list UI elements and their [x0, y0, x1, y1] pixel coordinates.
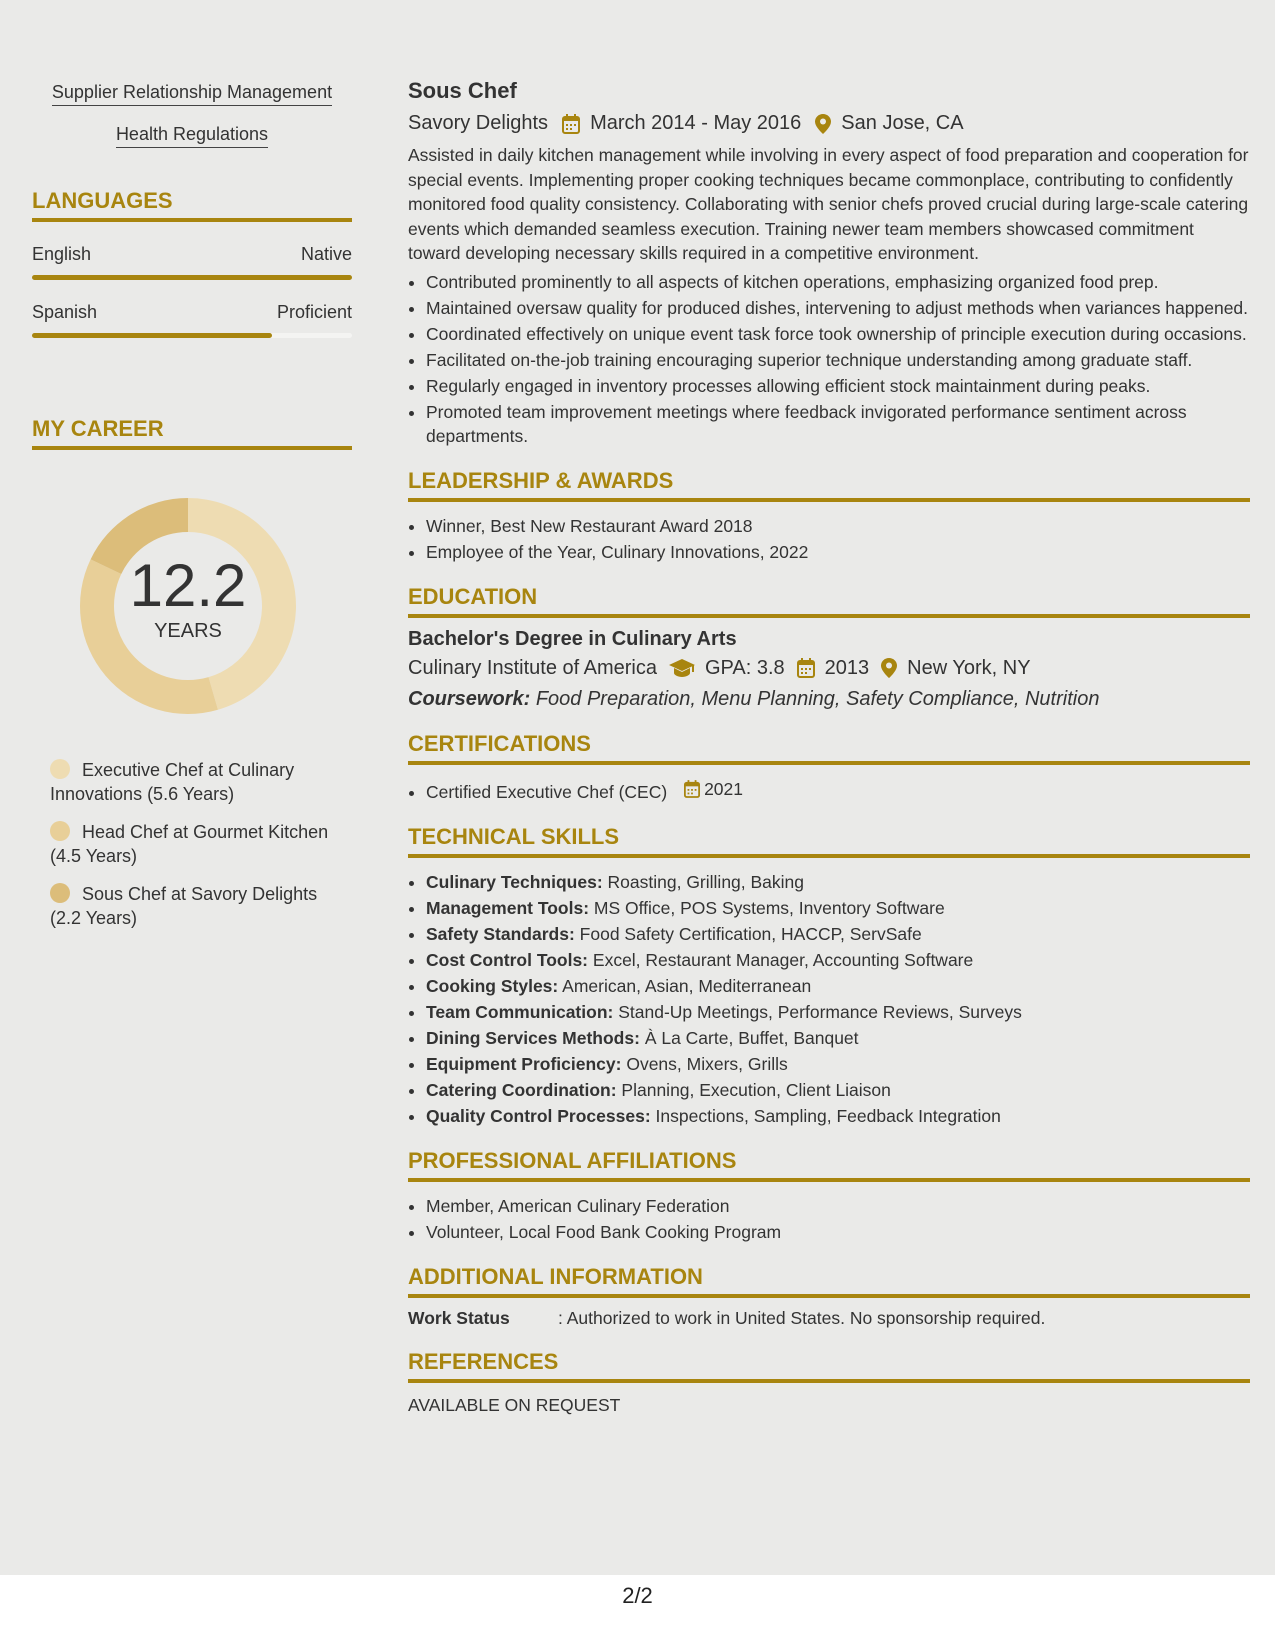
skill-label: Quality Control Processes:: [426, 1105, 651, 1126]
job-location: San Jose, CA: [841, 112, 964, 134]
list-item: [426, 948, 1250, 972]
career-unit: YEARS: [154, 620, 222, 642]
career-legend: [50, 758, 340, 930]
skill-value: Ovens, Mixers, Grills: [626, 1053, 788, 1074]
skill-value: À La Carte, Buffet, Banquet: [644, 1027, 859, 1048]
section-title: LEADERSHIP & AWARDS: [408, 468, 1250, 502]
skill-label: Equipment Proficiency:: [426, 1053, 622, 1074]
language-name: English: [32, 244, 92, 264]
languages-title: LANGUAGES: [32, 188, 352, 222]
language-spanish: [32, 302, 352, 338]
skill-label: Team Communication:: [426, 1001, 614, 1022]
education-section: [408, 584, 1250, 711]
legend-dot: [50, 759, 70, 779]
edu-meta: [408, 657, 1250, 680]
section-title: CERTIFICATIONS: [408, 731, 1250, 765]
list-item: [426, 777, 1250, 804]
left-column: [32, 82, 352, 944]
job-summary: Assisted in daily kitchen management while involving in every aspect of food preparation and cooperation for special events. Implementing proper cooking techniques became commonplace, contributing to confidently monitored food quality consistency. Collaborating with senior chefs proved crucial during large-scale catering events which demanded seamless execution. Training newer team members showcased commitment toward developing necessary skills required in a competitive environment.: [408, 145, 1249, 263]
skill-label: Culinary Techniques:: [426, 871, 603, 892]
skill-value: Stand-Up Meetings, Performance Reviews, Surveys: [618, 1001, 1022, 1022]
list-item: • Coordinated effectively on unique event task force took ownership of principle execution during occasions.: [426, 322, 1250, 346]
leadership-section: [408, 468, 1250, 564]
work-status-value: : Authorized to work in United States. No sponsorship required.: [558, 1307, 1046, 1328]
cert-year: 2021: [704, 778, 744, 799]
list-item: [426, 974, 1250, 998]
section-title: REFERENCES: [408, 1349, 1250, 1383]
coursework-list: Food Preparation, Menu Planning, Safety Compliance, Nutrition: [535, 687, 1100, 710]
right-column: [408, 78, 1250, 1416]
skill-value: MS Office, POS Systems, Inventory Software: [593, 897, 945, 918]
skill-item: Supplier Relationship Management: [52, 82, 332, 106]
job-title: Sous Chef: [408, 78, 517, 103]
page-number: 2/2: [622, 1583, 653, 1608]
cert-name: Certified Executive Chef (CEC): [426, 781, 668, 802]
legend-item: [50, 820, 340, 868]
list-item: [426, 922, 1250, 946]
skill-label: Management Tools:: [426, 897, 590, 918]
language-bar-fill: [32, 275, 352, 280]
calendar-icon: [797, 658, 815, 678]
skill-value: Roasting, Grilling, Baking: [607, 871, 805, 892]
skill-label: Cost Control Tools:: [426, 949, 589, 970]
language-name: Spanish: [32, 302, 98, 322]
job-dates: March 2014 - May 2016: [590, 112, 802, 134]
graduation-cap-icon: [669, 659, 695, 677]
list-item: • Member, American Culinary Federation: [426, 1194, 1250, 1218]
job-bullets: [408, 270, 1250, 448]
list-item: [426, 1052, 1250, 1076]
location-pin-icon: [815, 114, 831, 134]
references-text: AVAILABLE ON REQUEST: [408, 1394, 621, 1415]
language-level: Proficient: [276, 302, 352, 322]
edu-year: 2013: [824, 656, 870, 679]
calendar-icon: [684, 780, 700, 798]
language-english: [32, 244, 352, 280]
language-bar-fill: [32, 333, 272, 338]
list-item: • Regularly engaged in inventory processes allowing efficient stock maintainment during peaks.: [426, 374, 1250, 398]
list-item: • Promoted team improvement meetings where feedback invigorated performance sentiment across departments.: [426, 400, 1250, 448]
language-bar: [32, 333, 352, 338]
job-company: Savory Delights: [408, 112, 549, 134]
edu-gpa: GPA: 3.8: [705, 656, 785, 679]
list-item: • Maintained oversaw quality for produced dishes, intervening to adjust methods when variances happened.: [426, 296, 1250, 320]
list-item: • Facilitated on-the-job training encouraging superior technique understanding among graduate staff.: [426, 348, 1250, 372]
legend-item: [50, 758, 340, 806]
skill-value: American, Asian, Mediterranean: [562, 975, 812, 996]
list-item: • Volunteer, Local Food Bank Cooking Program: [426, 1220, 1250, 1244]
career-total-years: 12.2: [129, 552, 247, 619]
list-item: • Employee of the Year, Culinary Innovations, 2022: [426, 540, 1250, 564]
coursework-label: Coursework:: [408, 687, 531, 710]
edu-location: New York, NY: [907, 656, 1031, 679]
section-title: EDUCATION: [408, 584, 1250, 618]
legend-dot: [50, 821, 70, 841]
additional-info-section: [408, 1264, 1250, 1329]
skill-item: Health Regulations: [116, 124, 268, 148]
technical-skills-section: [408, 824, 1250, 1128]
section-title: TECHNICAL SKILLS: [408, 824, 1250, 858]
legend-label: Head Chef at Gourmet Kitchen (4.5 Years): [50, 822, 329, 866]
skill-label: Dining Services Methods:: [426, 1027, 640, 1048]
skill-label: Cooking Styles:: [426, 975, 559, 996]
section-title: ADDITIONAL INFORMATION: [408, 1264, 1250, 1298]
language-level: Native: [300, 244, 352, 264]
edu-degree: Bachelor's Degree in Culinary Arts: [408, 627, 737, 650]
career-donut-chart: [68, 486, 308, 726]
section-title: PROFESSIONAL AFFILIATIONS: [408, 1148, 1250, 1182]
list-item: • Winner, Best New Restaurant Award 2018: [426, 514, 1250, 538]
skill-label: Safety Standards:: [426, 923, 575, 944]
skill-value: Planning, Execution, Client Liaison: [621, 1079, 891, 1100]
list-item: [426, 896, 1250, 920]
coursework: [408, 688, 1250, 711]
skill-value: Excel, Restaurant Manager, Accounting Software: [592, 949, 974, 970]
career-title: MY CAREER: [32, 416, 352, 450]
legend-label: Sous Chef at Savory Delights (2.2 Years): [50, 884, 318, 928]
references-section: [408, 1349, 1250, 1416]
list-item: [426, 1104, 1250, 1128]
list-item: [426, 1026, 1250, 1050]
legend-item: [50, 882, 340, 930]
legend-dot: [50, 883, 70, 903]
list-item: [426, 870, 1250, 894]
affiliations-section: [408, 1148, 1250, 1244]
skill-value: Inspections, Sampling, Feedback Integration: [655, 1105, 1001, 1126]
skill-value: Food Safety Certification, HACCP, ServSafe: [579, 923, 922, 944]
list-item: • Contributed prominently to all aspects of kitchen operations, emphasizing organized food prep.: [426, 270, 1250, 294]
calendar-icon: [562, 114, 580, 134]
legend-label: Executive Chef at Culinary Innovations (5.6 Years): [50, 760, 295, 804]
list-item: [426, 1078, 1250, 1102]
certifications-section: [408, 731, 1250, 804]
list-item: [426, 1000, 1250, 1024]
work-status-label: Work Status: [408, 1307, 510, 1328]
edu-school: Culinary Institute of America: [408, 656, 657, 679]
job-meta: [408, 112, 1250, 135]
location-pin-icon: [881, 658, 897, 678]
language-bar: [32, 275, 352, 280]
skill-label: Catering Coordination:: [426, 1079, 617, 1100]
